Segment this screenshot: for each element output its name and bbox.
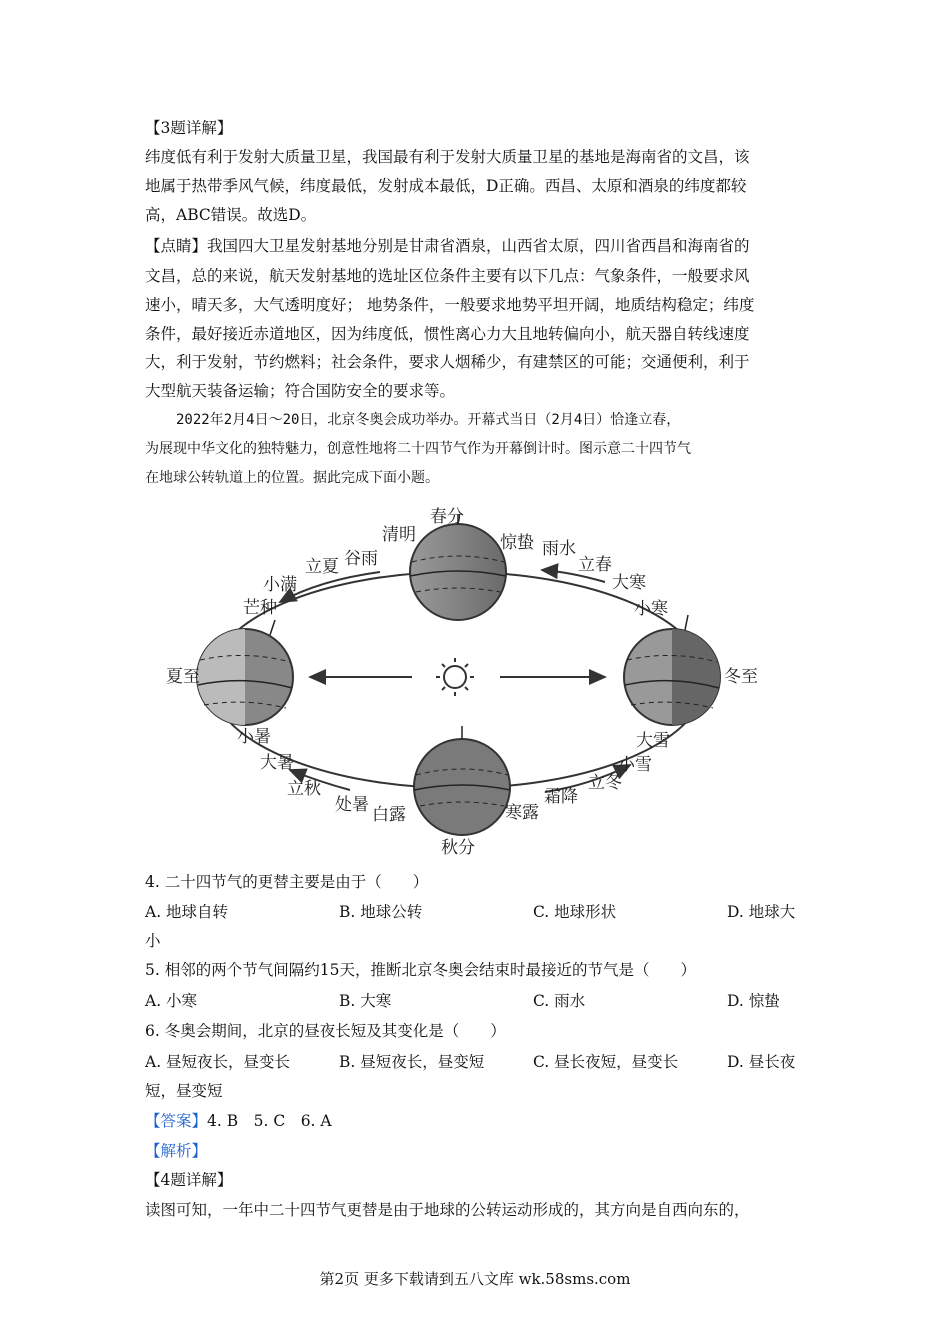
question-4-stem: 4. 二十四节气的更替主要是由于（ ） xyxy=(145,873,429,891)
intro-line: 2022年2月4日～20日，北京冬奥会成功举办。开幕式当日（2月4日）恰逢立春， xyxy=(176,412,681,428)
section4-line: 读图可知，一年中二十四节气更替是由于地球的公转运动形成的，其方向是自西向东的， xyxy=(145,1201,750,1219)
section4-title: 【4题详解】 xyxy=(145,1171,233,1189)
q5-option-b: B. 大寒 xyxy=(339,992,392,1010)
q4-option-d: D. 地球大 xyxy=(727,903,796,921)
earth-globe-right xyxy=(624,615,720,725)
term-label: 处暑 xyxy=(335,795,369,815)
q4-option-c: C. 地球形状 xyxy=(533,903,617,921)
tips-line: 大，利于发射，节约燃料；社会条件，要求人烟稀少，有建禁区的可能；交通便利，利于 xyxy=(145,353,750,371)
term-label: 小雪 xyxy=(618,755,652,775)
q6-option-d-wrap: 短，昼变短 xyxy=(145,1082,223,1100)
term-label: 小寒 xyxy=(634,599,668,619)
tips-line: 条件，最好接近赤道地区，因为纬度低，惯性离心力大且地转偏向小，航天器自转线速度 xyxy=(145,325,750,343)
tips-line: 文昌，总的来说，航天发射基地的选址区位条件主要有以下几点：气象条件，一般要求风 xyxy=(145,267,750,285)
term-label: 寒露 xyxy=(505,803,539,823)
q6-option-a: A. 昼短夜长，昼变长 xyxy=(145,1053,291,1071)
term-label: 冬至 xyxy=(724,667,758,687)
term-label: 大雪 xyxy=(636,731,670,751)
answer-text: 4. B 5. C 6. A xyxy=(207,1112,332,1130)
answer-line xyxy=(145,1111,332,1131)
term-label: 立春 xyxy=(578,555,612,575)
term-label: 雨水 xyxy=(542,539,576,559)
term-label: 小满 xyxy=(263,575,297,595)
analysis-label: 【解析】 xyxy=(145,1142,208,1160)
question-5-stem: 5. 相邻的两个节气间隔约15天，推断北京冬奥会结束时最接近的节气是（ ） xyxy=(145,961,696,979)
q6-option-d: D. 昼长夜 xyxy=(727,1053,796,1071)
term-label: 芒种 xyxy=(243,598,277,618)
term-label: 立秋 xyxy=(287,779,321,799)
section3-title: 【3题详解】 xyxy=(145,119,233,137)
solar-terms-orbit-figure xyxy=(150,500,780,865)
orbit-diagram xyxy=(150,500,780,865)
term-label: 白露 xyxy=(372,805,406,825)
term-label: 小暑 xyxy=(237,727,271,747)
earth-globe-bottom xyxy=(414,726,510,835)
question-6-stem: 6. 冬奥会期间，北京的昼夜长短及其变化是（ ） xyxy=(145,1022,506,1040)
answer-label: 【答案】 xyxy=(145,1112,208,1130)
page-footer: 第2页 更多下载请到五八文库 wk.58sms.com xyxy=(319,1270,631,1288)
q5-option-d: D. 惊蛰 xyxy=(727,992,780,1010)
q5-option-c: C. 雨水 xyxy=(533,992,586,1010)
q4-option-d-wrap: 小 xyxy=(145,932,161,950)
section3-line: 地属于热带季风气候，纬度最低，发射成本最低，D正确。西昌、太原和酒泉的纬度都较 xyxy=(145,177,747,195)
earth-globe-top xyxy=(410,514,506,620)
section3-line: 纬度低有利于发射大质量卫星，我国最有利于发射大质量卫星的基地是海南省的文昌，该 xyxy=(145,148,750,166)
earth-globe-left xyxy=(197,620,293,725)
tips-line: 【点睛】我国四大卫星发射基地分别是甘肃省酒泉，山西省太原，四川省西昌和海南省的 xyxy=(145,237,750,255)
term-label: 大寒 xyxy=(612,573,646,593)
intro-line: 在地球公转轨道上的位置。据此完成下面小题。 xyxy=(145,470,439,486)
q6-option-b: B. 昼短夜长，昼变短 xyxy=(339,1053,485,1071)
section3-line: 高，ABC错误。故选D。 xyxy=(145,206,317,224)
q5-option-a: A. 小寒 xyxy=(145,992,198,1010)
term-label: 秋分 xyxy=(441,838,475,858)
term-label: 立冬 xyxy=(588,773,622,793)
term-label: 惊蛰 xyxy=(500,533,534,553)
term-label: 谷雨 xyxy=(344,549,378,569)
intro-line: 为展现中华文化的独特魅力，创意性地将二十四节气作为开幕倒计时。图示意二十四节气 xyxy=(145,441,691,457)
term-label: 清明 xyxy=(382,525,416,545)
q4-option-b: B. 地球公转 xyxy=(339,903,423,921)
q6-option-c: C. 昼长夜短，昼变长 xyxy=(533,1053,679,1071)
term-label: 大暑 xyxy=(260,753,294,773)
tips-line: 速小，晴天多，大气透明度好； 地势条件，一般要求地势平坦开阔，地质结构稳定；纬度 xyxy=(145,296,755,314)
term-label: 春分 xyxy=(430,507,464,527)
tips-line: 大型航天装备运输；符合国防安全的要求等。 xyxy=(145,382,456,400)
term-label: 立夏 xyxy=(305,557,339,577)
sun-icon xyxy=(436,658,474,696)
term-label: 霜降 xyxy=(544,787,578,807)
term-label: 夏至 xyxy=(166,667,200,687)
q4-option-a: A. 地球自转 xyxy=(145,903,229,921)
